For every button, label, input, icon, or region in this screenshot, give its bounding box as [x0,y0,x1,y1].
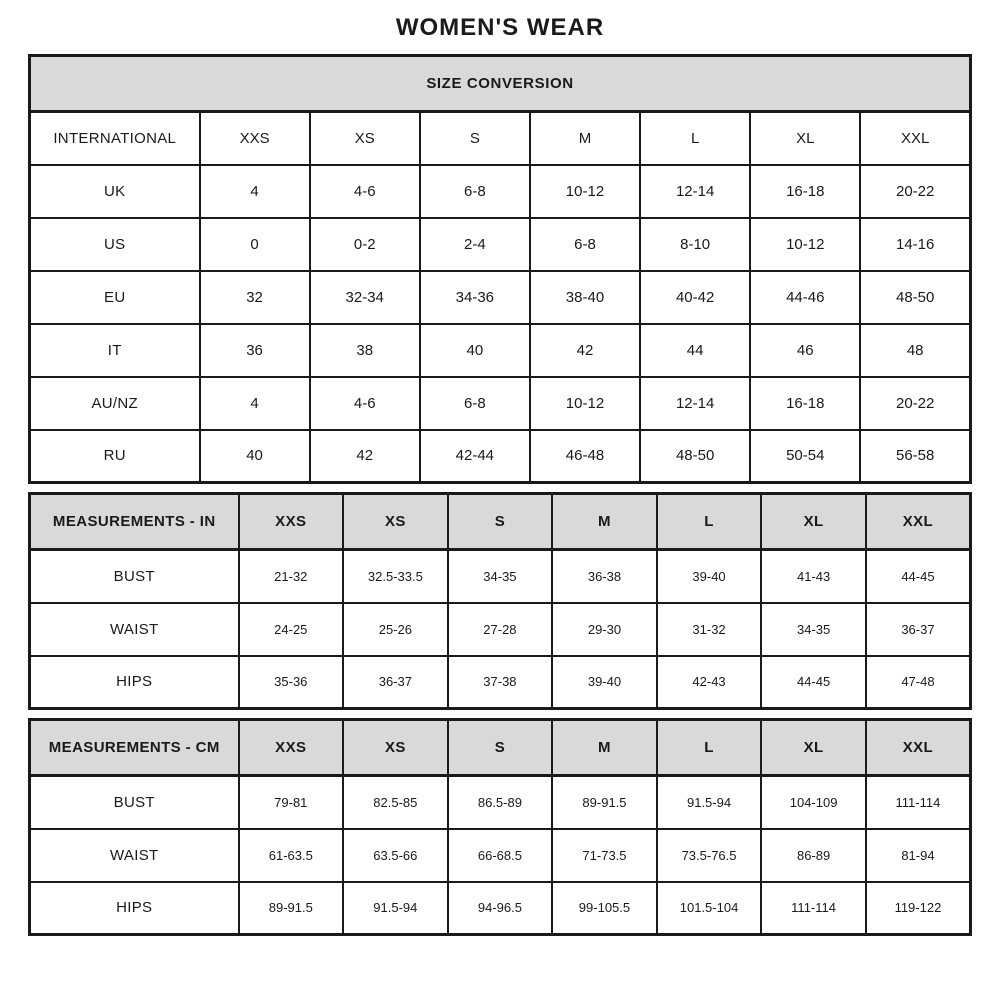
row-label: AU/NZ [30,377,200,430]
table-row [30,829,971,882]
measurements-cm-table [28,718,972,936]
value-cell: 40 [420,324,530,377]
table-row [30,218,971,271]
table-row [30,656,971,709]
value-cell: 36-37 [866,603,971,656]
value-cell: 94-96.5 [448,882,553,935]
value-cell: 32.5-33.5 [343,550,448,603]
table-row [30,776,971,829]
value-cell: 47-48 [866,656,971,709]
value-cell: 56-58 [860,430,970,483]
size-conversion-table [28,54,972,484]
value-cell: 79-81 [239,776,344,829]
table-row [30,377,971,430]
value-cell: 38-40 [530,271,640,324]
value-cell: 10-12 [530,377,640,430]
size-column-header: XL [761,720,866,776]
value-cell: XL [750,112,860,165]
table-row [30,112,971,165]
value-cell: 111-114 [866,776,971,829]
value-cell: 104-109 [761,776,866,829]
size-conversion-header: SIZE CONVERSION [30,56,971,112]
value-cell: 6-8 [530,218,640,271]
row-label: EU [30,271,200,324]
value-cell: 40-42 [640,271,750,324]
value-cell: 4 [200,377,310,430]
value-cell: 50-54 [750,430,860,483]
value-cell: 6-8 [420,165,530,218]
value-cell: XXL [860,112,970,165]
value-cell: M [530,112,640,165]
value-cell: 81-94 [866,829,971,882]
value-cell: 39-40 [552,656,657,709]
value-cell: 38 [310,324,420,377]
size-column-header: XXL [866,720,971,776]
value-cell: 25-26 [343,603,448,656]
value-cell: 91.5-94 [657,776,762,829]
row-label: WAIST [30,603,239,656]
table-row [30,603,971,656]
value-cell: 37-38 [448,656,553,709]
value-cell: 34-36 [420,271,530,324]
value-cell: 44 [640,324,750,377]
value-cell: 42-43 [657,656,762,709]
table-banner-row [30,56,971,112]
value-cell: 48-50 [860,271,970,324]
value-cell: 2-4 [420,218,530,271]
value-cell: S [420,112,530,165]
row-label: RU [30,430,200,483]
measurements-in-header: MEASUREMENTS - IN [30,494,239,550]
value-cell: 4 [200,165,310,218]
measurements-in-table [28,492,972,710]
value-cell: 21-32 [239,550,344,603]
table-row [30,430,971,483]
value-cell: 41-43 [761,550,866,603]
value-cell: 16-18 [750,165,860,218]
value-cell: XS [310,112,420,165]
value-cell: 66-68.5 [448,829,553,882]
value-cell: 46 [750,324,860,377]
value-cell: 36 [200,324,310,377]
value-cell: 89-91.5 [239,882,344,935]
size-column-header: XXL [866,494,971,550]
row-label: US [30,218,200,271]
value-cell: 14-16 [860,218,970,271]
size-column-header: L [657,720,762,776]
value-cell: 20-22 [860,377,970,430]
measurements-cm-header: MEASUREMENTS - CM [30,720,239,776]
table-header-row [30,494,971,550]
value-cell: 119-122 [866,882,971,935]
value-cell: 4-6 [310,377,420,430]
value-cell: 16-18 [750,377,860,430]
value-cell: 34-35 [761,603,866,656]
size-column-header: S [448,720,553,776]
size-column-header: XXS [239,494,344,550]
value-cell: 12-14 [640,165,750,218]
value-cell: 63.5-66 [343,829,448,882]
value-cell: 44-45 [761,656,866,709]
size-column-header: S [448,494,553,550]
value-cell: 0 [200,218,310,271]
value-cell: 0-2 [310,218,420,271]
value-cell: 48 [860,324,970,377]
value-cell: 35-36 [239,656,344,709]
value-cell: 40 [200,430,310,483]
row-label: WAIST [30,829,239,882]
value-cell: 29-30 [552,603,657,656]
value-cell: 32 [200,271,310,324]
value-cell: XXS [200,112,310,165]
value-cell: 36-38 [552,550,657,603]
size-column-header: M [552,720,657,776]
value-cell: 44-46 [750,271,860,324]
value-cell: 42 [310,430,420,483]
table-row [30,324,971,377]
row-label: BUST [30,550,239,603]
value-cell: 42 [530,324,640,377]
value-cell: 73.5-76.5 [657,829,762,882]
value-cell: 42-44 [420,430,530,483]
value-cell: 27-28 [448,603,553,656]
value-cell: 24-25 [239,603,344,656]
value-cell: 10-12 [530,165,640,218]
row-label: BUST [30,776,239,829]
value-cell: 31-32 [657,603,762,656]
row-label: HIPS [30,882,239,935]
value-cell: 10-12 [750,218,860,271]
value-cell: 39-40 [657,550,762,603]
value-cell: 34-35 [448,550,553,603]
table-row [30,882,971,935]
value-cell: 99-105.5 [552,882,657,935]
row-label: HIPS [30,656,239,709]
value-cell: 6-8 [420,377,530,430]
row-label: IT [30,324,200,377]
size-column-header: XL [761,494,866,550]
value-cell: 32-34 [310,271,420,324]
value-cell: 71-73.5 [552,829,657,882]
value-cell: 111-114 [761,882,866,935]
page-title: WOMEN'S WEAR [395,14,605,41]
table-row [30,165,971,218]
size-column-header: XS [343,494,448,550]
value-cell: 82.5-85 [343,776,448,829]
row-label: UK [30,165,200,218]
value-cell: 8-10 [640,218,750,271]
value-cell: 4-6 [310,165,420,218]
value-cell: 86.5-89 [448,776,553,829]
value-cell: L [640,112,750,165]
table-header-row [30,720,971,776]
size-column-header: M [552,494,657,550]
size-column-header: XXS [239,720,344,776]
table-row [30,271,971,324]
value-cell: 86-89 [761,829,866,882]
size-column-header: L [657,494,762,550]
value-cell: 89-91.5 [552,776,657,829]
size-column-header: XS [343,720,448,776]
value-cell: 12-14 [640,377,750,430]
value-cell: 48-50 [640,430,750,483]
row-label: INTERNATIONAL [30,112,200,165]
value-cell: 36-37 [343,656,448,709]
table-row [30,550,971,603]
value-cell: 20-22 [860,165,970,218]
value-cell: 46-48 [530,430,640,483]
value-cell: 91.5-94 [343,882,448,935]
value-cell: 61-63.5 [239,829,344,882]
value-cell: 44-45 [866,550,971,603]
value-cell: 101.5-104 [657,882,762,935]
